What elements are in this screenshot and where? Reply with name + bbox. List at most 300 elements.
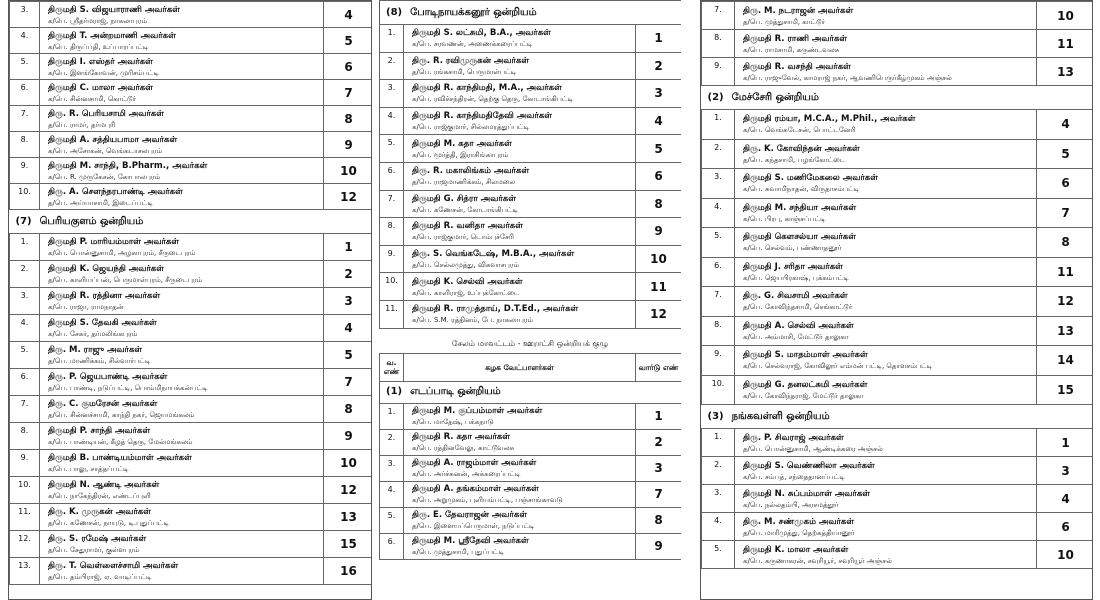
ward-number: 4 (324, 2, 373, 28)
candidate-address: க/பெ. அம்மாசி, மேட்டூர் தாலுகா (743, 332, 849, 341)
rows-group (702, 110, 1094, 405)
candidate-row (702, 513, 1094, 541)
candidate-name: திரு. T. வெள்ளைச்சாமி அவர்கள் (48, 561, 179, 571)
candidate-name: திருமதி R. ரத்தினா அவர்கள் (48, 291, 161, 301)
ward-number: 9 (324, 423, 373, 450)
candidate-row (380, 162, 682, 190)
serial-number: 8. (10, 132, 40, 158)
candidate-name: திருமதி R. ராமுத்தாய், D.T.Ed., அவர்கள் (412, 304, 579, 315)
candidate-name: திரு. K. முருகன் அவர்கள் (48, 507, 151, 517)
candidate-address: த/பெ. பாண்டி, நடுப்பட்டி, பொம்மிநாயக்கன்பட்டி (48, 384, 208, 392)
candidates-table-right (701, 1, 1093, 569)
header-candidates: கழக வேட்பாளர்கள் (404, 353, 636, 381)
candidate-cell (735, 228, 1037, 258)
serial-number: 6. (10, 80, 40, 106)
ward-number: 10 (636, 245, 682, 273)
ward-number: 2 (324, 261, 373, 288)
serial-number: 2. (380, 429, 404, 455)
candidate-address: க/பெ. செல்வம், பண்ணாதனூர் (743, 244, 842, 253)
candidate-cell (40, 450, 324, 477)
ward-number: 4 (1037, 110, 1094, 140)
candidate-name: திருமதி R. காந்திமதிதேவி அவர்கள் (412, 111, 552, 122)
candidate-row (702, 485, 1094, 513)
candidate-name: திருமதி N. சுப்பம்மாள் அவர்கள் (743, 488, 870, 499)
candidate-address: த/பெ. தம்பிராஜ், ஏ. வாடிப்பட்டி (48, 573, 152, 581)
candidate-row (10, 132, 373, 158)
section-header-nangavalli (702, 405, 1094, 429)
candidate-address: க/பெ. சின்னசாமி, கொட்டூர் (48, 94, 137, 103)
candidate-cell (404, 52, 636, 80)
candidate-row (380, 52, 682, 80)
section-name: மேச்சேரி ஒன்றியம் (731, 91, 819, 103)
candidate-address: க/பெ. மூர்த்தி, இராசிங்காபுரம் (412, 150, 509, 159)
candidate-address: க/பெ. அசோகன், வெங்கடாசலபுரம் (48, 146, 163, 155)
serial-number: 12. (10, 531, 40, 558)
candidate-address: க/பெ. பாலு, சாத்தப்பட்டி (48, 465, 129, 473)
candidate-name: திருமதி S. மாதம்மாள் அவர்கள் (743, 350, 868, 361)
rows-group (10, 2, 373, 210)
candidate-name: திரு. C. குமரேசன் அவர்கள் (48, 399, 158, 409)
serial-number: 5. (10, 54, 40, 80)
serial-number: 5. (702, 228, 735, 258)
ward-number: 7 (324, 80, 373, 106)
candidate-cell (40, 531, 324, 558)
ward-number: 7 (636, 481, 682, 507)
ward-number: 6 (1037, 513, 1094, 541)
candidate-address: த/பெ. சின்னச்சாமி, காந்தி நகர், ஜெயமங்கலம் (48, 411, 195, 419)
ward-number: 4 (636, 107, 682, 135)
ward-number: 15 (324, 531, 373, 558)
candidate-cell (40, 132, 324, 158)
ward-number: 12 (324, 184, 373, 210)
candidate-cell (40, 504, 324, 531)
candidate-cell (404, 107, 636, 135)
candidate-address: க/பெ. பாண்டியன், கீழத் தெரு, மேல்மங்கலம் (48, 438, 193, 446)
ward-number: 14 (1037, 346, 1094, 376)
candidate-name: திருமதி N. ஆண்டி அவர்கள் (48, 480, 160, 490)
rows-group (702, 429, 1094, 569)
ward-number: 5 (636, 135, 682, 163)
rows-group (380, 25, 682, 329)
candidate-name: திரு. S. ரமேஷ் அவர்கள் (48, 534, 147, 544)
candidate-row (380, 481, 682, 507)
candidate-name: திருமதி I. எஸ்தர் அவர்கள் (48, 56, 153, 67)
candidate-name: திரு. M. ராஜு அவர்கள் (48, 345, 143, 355)
candidate-name: திரு. R. ரவிமுருகன் அவர்கள் (412, 55, 530, 66)
candidate-row (10, 504, 373, 531)
ward-number: 9 (636, 218, 682, 246)
candidate-address: த/பெ. ராமர், தர்மபுரி (48, 120, 116, 129)
candidate-row (380, 25, 682, 53)
candidate-address: க/பெ. அறுமுகம், புளியம்பட்டி, பஞ்சாங்காவடு (412, 496, 563, 505)
candidate-cell (40, 158, 324, 184)
ward-number: 11 (1037, 257, 1094, 287)
candidate-address: க/பெ. ராஜா, ராமநாதன் (48, 303, 124, 311)
ward-number: 8 (636, 190, 682, 218)
serial-number: 5. (10, 342, 40, 369)
serial-number: 6. (380, 162, 404, 190)
candidate-address: த/பெ. கோவிந்தசாமி, செங்காட்டூர் (743, 303, 853, 312)
serial-number: 7. (702, 2, 735, 30)
candidate-address: க/பெ. கோவிந்தராஜ், மேட்டூர் தாலுகா (743, 391, 864, 400)
candidate-cell (404, 135, 636, 163)
candidate-cell (40, 396, 324, 423)
candidate-cell (40, 558, 324, 585)
candidate-name: திரு. P. சிவராஜ் அவர்கள் (743, 432, 844, 443)
candidate-name: திருமதி S. மணிமேகலை அவர்கள் (743, 173, 878, 184)
ward-number: 5 (1037, 139, 1094, 169)
candidate-row (10, 234, 373, 261)
candidate-cell (735, 316, 1037, 346)
candidate-name: திருமதி P. சாந்தி அவர்கள் (48, 426, 151, 436)
ward-number: 4 (1037, 485, 1094, 513)
ward-number: 12 (1037, 287, 1094, 317)
candidate-row (702, 541, 1094, 569)
candidate-cell (404, 429, 636, 455)
serial-number: 7. (10, 396, 40, 423)
candidate-row (702, 287, 1094, 317)
ward-number: 3 (636, 455, 682, 481)
candidate-address: க/பெ. முத்துசாமி, புதுப்பட்டி (412, 548, 505, 557)
candidate-name: திருமதி G. தனலட்சுமி அவர்கள் (743, 379, 868, 390)
candidate-address: க/பெ. சம்பத், சந்தைதானப்பட்டி (743, 472, 845, 481)
candidate-cell (404, 162, 636, 190)
candidate-name: திரு. G. சிவசாமி அவர்கள் (743, 291, 848, 302)
candidate-row (10, 261, 373, 288)
candidate-row (380, 107, 682, 135)
candidate-address: த/பெ. அய்யாசாமி, இடைப்பட்டி (48, 198, 153, 207)
ward-number: 3 (324, 288, 373, 315)
candidate-row (702, 316, 1094, 346)
candidate-row (10, 477, 373, 504)
district-heading: சேலம் மாவட்டம் - ஊராட்சி ஒன்றியக் குழு (451, 338, 609, 348)
candidates-table-edappadi (379, 353, 681, 560)
candidate-address: க/பெ. சுவாமிநாதன், விருதாசம்பட்டி (743, 185, 860, 194)
ward-number: 9 (324, 132, 373, 158)
ward-number: 5 (324, 28, 373, 54)
candidate-cell (735, 58, 1037, 86)
ward-number: 10 (1037, 541, 1094, 569)
candidate-row (10, 28, 373, 54)
candidate-name: திருமதி R. வனிதா அவர்கள் (412, 221, 523, 232)
ward-number: 10 (324, 450, 373, 477)
candidate-row (10, 450, 373, 477)
serial-number: 2. (10, 261, 40, 288)
candidate-name: திருமதி S. விஜயாராணி அவர்கள் (48, 4, 180, 15)
ward-number: 11 (1037, 30, 1094, 58)
candidate-cell (735, 287, 1037, 317)
serial-number: 3. (702, 485, 735, 513)
candidate-row (10, 288, 373, 315)
ward-number: 15 (1037, 375, 1094, 405)
candidate-cell (735, 429, 1037, 457)
serial-number: 10. (380, 273, 404, 301)
candidate-cell (40, 342, 324, 369)
candidate-address: க/பெ. வெங்கடேசன், பொட்டனேரி (743, 126, 856, 135)
candidate-name: திருமதி S. தேவகி அவர்கள் (48, 318, 157, 328)
serial-number: 2. (380, 52, 404, 80)
ward-number: 12 (636, 300, 682, 328)
candidate-row (10, 558, 373, 585)
serial-number: 10. (702, 375, 735, 405)
serial-number: 3. (10, 2, 40, 28)
serial-number: 4. (10, 315, 40, 342)
candidate-address: க/பெ. மாதேஷ், பக்கநாடு (412, 418, 494, 427)
candidate-name: திருமதி K. செல்வி அவர்கள் (412, 276, 523, 287)
candidate-name: திருமதி A. தங்கம்மாள் அவர்கள் (412, 484, 539, 495)
candidate-row (702, 110, 1094, 140)
section-name: எடப்பாடி ஒன்றியம் (410, 386, 501, 398)
serial-number: 6. (702, 257, 735, 287)
candidate-row (10, 315, 373, 342)
candidate-address: த/பெ. மாணிக்கம், சில்வார்பட்டி (48, 357, 151, 365)
serial-number: 9. (702, 346, 735, 376)
candidate-cell (735, 457, 1037, 485)
section-name: பெரியகுளம் ஒன்றியம் (39, 215, 144, 227)
candidate-name: திருமதி T. அன்றமாணி அவர்கள் (48, 30, 176, 41)
serial-number: 4. (702, 198, 735, 228)
candidate-address: க/பெ. S.M. ரத்தினம், பே. நாகலாபுரம் (412, 316, 534, 325)
candidate-name: திருமதி A. ராஜம்மாள் அவர்கள் (412, 458, 537, 469)
candidate-address: க/பெ. கருணாகரன், சவுரியூர், சவுரியூர் அஞ்சல் (743, 556, 892, 565)
candidate-name: திருமதி M. சாந்தி, B.Pharm., அவர்கள் (48, 160, 208, 171)
candidate-row (380, 533, 682, 559)
candidate-name: திருமதி R. காந்திமதி, M.A., அவர்கள் (412, 83, 562, 94)
ward-number: 8 (324, 396, 373, 423)
candidate-name: திருமதி J. சரிதா அவர்கள் (743, 261, 843, 272)
ward-number: 1 (636, 25, 682, 53)
candidate-cell (735, 169, 1037, 199)
serial-number: 4. (702, 513, 735, 541)
serial-number: 7. (10, 106, 40, 132)
candidate-cell (40, 80, 324, 106)
candidate-cell (404, 80, 636, 108)
candidate-cell (40, 2, 324, 28)
candidate-address: க/பெ. திருப்பதி, உப்பாரப்பட்டி (48, 42, 149, 51)
section-header-mecheri (702, 86, 1094, 110)
candidate-name: திருமதி A. செல்வி அவர்கள் (743, 320, 854, 331)
candidate-row (10, 158, 373, 184)
serial-number: 6. (380, 533, 404, 559)
candidate-cell (404, 218, 636, 246)
candidate-row (380, 429, 682, 455)
header-serial: வ. எண் (380, 353, 404, 381)
candidate-cell (404, 25, 636, 53)
candidate-name: திருமதி P. மாரியம்மாள் அவர்கள் (48, 237, 180, 247)
candidate-cell (40, 184, 324, 210)
ward-number: 16 (324, 558, 373, 585)
candidate-name: திரு. A. சௌந்தரபாண்டி அவர்கள் (48, 186, 183, 197)
left-column-panel (8, 0, 372, 600)
candidate-cell (735, 485, 1037, 513)
candidate-address: க/பெ. நாகேந்திரன், எண்டப்புளி (48, 492, 151, 500)
candidate-row (702, 375, 1094, 405)
candidate-cell (735, 2, 1037, 30)
candidate-address: க/பெ. R. முருகேசன், கோபாலபுரம் (48, 172, 161, 181)
candidate-name: திரு. K. கோவிந்தன் அவர்கள் (743, 143, 860, 154)
section-header-bodinayakanur (380, 1, 682, 25)
candidate-address: த/பெ. கணேசன், நாயுடு, டி.புதுப்பட்டி (48, 519, 169, 527)
serial-number: 1. (10, 234, 40, 261)
candidate-name: திருமதி B. பாண்டியம்மாள் அவர்கள் (48, 453, 192, 463)
rows-group (10, 234, 373, 585)
candidate-name: திருமதி A. சத்தியபாமா அவர்கள் (48, 134, 178, 145)
ward-number: 7 (324, 369, 373, 396)
section-header-periyakulam (10, 210, 373, 234)
candidates-table-bodi (379, 0, 681, 329)
candidate-address: க/பெ. ரவிச்சந்திரன், தெற்கு தெரு, கோடாங்கிபட்டி (412, 95, 574, 104)
candidate-cell (404, 455, 636, 481)
ward-number: 12 (324, 477, 373, 504)
candidate-address: க/பெ. செல்வராஜ், கோவிலூர் எம்மன் பட்டி, தொளசம்பட்டி (743, 362, 933, 371)
section-name: நங்கவள்ளி ஒன்றியம் (731, 410, 830, 422)
candidate-row (380, 80, 682, 108)
candidate-name: திருமதி R. கதா அவர்கள் (412, 432, 510, 443)
candidate-address: த/பெ. பொன்னுசாமி, ஆண்டிக்கரை அஞ்சல் (743, 444, 883, 453)
candidate-row (702, 139, 1094, 169)
candidate-address: க/பெ. சரவணன், அணைக்கரைப்பட்டி (412, 40, 533, 49)
right-column-panel (700, 0, 1093, 600)
ward-number: 13 (324, 504, 373, 531)
candidate-cell (40, 369, 324, 396)
candidate-row (702, 198, 1094, 228)
candidate-cell (404, 300, 636, 328)
candidate-name: திருமதி M. சந்தியா அவர்கள் (743, 202, 857, 213)
candidate-address: க/பெ. ராமசாமி, கருண்டவலசு (743, 45, 840, 54)
ward-number: 2 (636, 429, 682, 455)
candidate-address: க/பெ. ராஜ்குமார், சில்லமரத்துப்பட்டி (412, 123, 530, 132)
serial-number: 7. (702, 287, 735, 317)
candidate-cell (40, 477, 324, 504)
candidate-row (10, 54, 373, 80)
serial-number: 9. (702, 58, 735, 86)
candidate-row (702, 58, 1094, 86)
ward-number: 13 (1037, 316, 1094, 346)
candidate-address: த/பெ. மாரிமுத்து, தெற்கத்தியானூர் (743, 528, 855, 537)
candidate-row (10, 2, 373, 28)
candidate-name: திருமதி K. ஜெயந்தி அவர்கள் (48, 264, 164, 274)
serial-number: 8. (10, 423, 40, 450)
candidate-name: திரு. P. ஜெயபாண்டி அவர்கள் (48, 372, 168, 382)
serial-number: 6. (10, 369, 40, 396)
serial-number: 11. (380, 300, 404, 328)
serial-number: 8. (380, 218, 404, 246)
candidate-address: த/பெ. முத்துசாமி, காட்டூர் (743, 17, 825, 26)
serial-number: 9. (380, 245, 404, 273)
candidate-address: க/பெ. நல்லதம்பி, அரசமத்தூர் (743, 500, 839, 509)
candidate-name: திரு. E. தேவராஜன் அவர்கள் (412, 510, 527, 521)
serial-number: 5. (702, 541, 735, 569)
candidate-cell (40, 54, 324, 80)
serial-number: 7. (380, 190, 404, 218)
serial-number: 3. (380, 80, 404, 108)
serial-number: 5. (380, 507, 404, 533)
serial-number: 2. (702, 139, 735, 169)
candidate-cell (735, 30, 1037, 58)
candidate-row (10, 531, 373, 558)
candidate-cell (40, 315, 324, 342)
serial-number: 4. (380, 481, 404, 507)
candidate-address: த/பெ. ரங்கசாமி, பெருமாள்பட்டி (412, 67, 517, 76)
ward-number: 13 (1037, 58, 1094, 86)
serial-number: 3. (10, 288, 40, 315)
candidate-address: த/பெ. இளையப்பெருமாள், நடுப்பட்டி (412, 522, 535, 531)
ward-number: 4 (324, 315, 373, 342)
ward-number: 1 (1037, 429, 1094, 457)
candidate-cell (735, 198, 1037, 228)
candidate-address: த/பெ. ராஜமாணிக்கம், சிலமலை (412, 178, 516, 187)
candidate-row (10, 106, 373, 132)
candidate-row (380, 190, 682, 218)
ward-number: 3 (1037, 457, 1094, 485)
candidate-row (380, 455, 682, 481)
candidate-name: திரு. R. மகாலிங்கம் அவர்கள் (412, 166, 530, 177)
serial-number: 1. (380, 25, 404, 53)
ward-number: 11 (636, 273, 682, 301)
candidate-cell (404, 403, 636, 429)
serial-number: 8. (702, 30, 735, 58)
candidate-name: திருமதி S. வெண்ணிலா அவர்கள் (743, 460, 875, 471)
section-number: (8) (386, 6, 403, 18)
ward-number: 6 (636, 162, 682, 190)
ward-number: 8 (1037, 228, 1094, 258)
candidate-name: திரு. M. நடராஜன் அவர்கள் (743, 5, 854, 16)
candidate-name: திருமதி கௌசல்யா அவர்கள் (743, 232, 856, 243)
candidate-row (702, 429, 1094, 457)
serial-number: 4. (10, 28, 40, 54)
candidate-cell (40, 288, 324, 315)
serial-number: 13. (10, 558, 40, 585)
candidate-cell (40, 423, 324, 450)
candidate-row (10, 342, 373, 369)
section-name: போடிநாயக்கனூர் ஒன்றியம் (410, 6, 537, 18)
ward-number: 1 (636, 403, 682, 429)
candidate-row (380, 135, 682, 163)
candidate-name: திருமதி ரம்யா, M.C.A., M.Phil., அவர்கள் (743, 114, 916, 125)
rows-group (702, 2, 1094, 86)
ward-number: 10 (324, 158, 373, 184)
serial-number: 8. (702, 316, 735, 346)
table-header-row (380, 353, 682, 381)
candidate-row (10, 396, 373, 423)
serial-number: 10. (10, 477, 40, 504)
candidate-row (702, 169, 1094, 199)
candidate-address: த/பெ. கந்தசாமி, பழங்கோட்டை (743, 155, 846, 164)
candidate-name: திரு. S. வெங்கடேஷ், M.B.A., அவர்கள் (412, 249, 575, 260)
ward-number: 3 (636, 80, 682, 108)
ward-number: 10 (1037, 2, 1094, 30)
candidate-name: திருமதி M. ஸ்ரீதேவி அவர்கள் (412, 536, 529, 547)
candidate-address: க/பெ. ராஜ்குமார், டொம்புச்சேரி (412, 233, 514, 242)
candidate-cell (404, 245, 636, 273)
candidate-address: க/பெ. காளிராஜ், உப்புக்கோட்டை (412, 288, 520, 297)
candidate-address: த/பெ. சேதுராமர், குள்ளபுரம் (48, 546, 140, 554)
candidate-cell (404, 273, 636, 301)
candidate-cell (735, 139, 1037, 169)
candidate-address: த/பெ. செல்லமுத்து, விசுவாசபுரம் (412, 261, 520, 270)
candidate-name: திருமதி G. சித்ரா அவர்கள் (412, 193, 516, 204)
candidate-row (380, 273, 682, 301)
candidate-address: க/பெ. பிரபு, காஞ்சப்பட்டி (743, 214, 826, 223)
ward-number: 9 (636, 533, 682, 559)
section-number: (7) (15, 215, 32, 227)
candidate-row (702, 346, 1094, 376)
ward-number: 6 (1037, 169, 1094, 199)
ward-number: 1 (324, 234, 373, 261)
candidate-name: திருமதி K. மாலா அவர்கள் (743, 544, 849, 555)
candidate-cell (404, 507, 636, 533)
candidate-cell (404, 190, 636, 218)
